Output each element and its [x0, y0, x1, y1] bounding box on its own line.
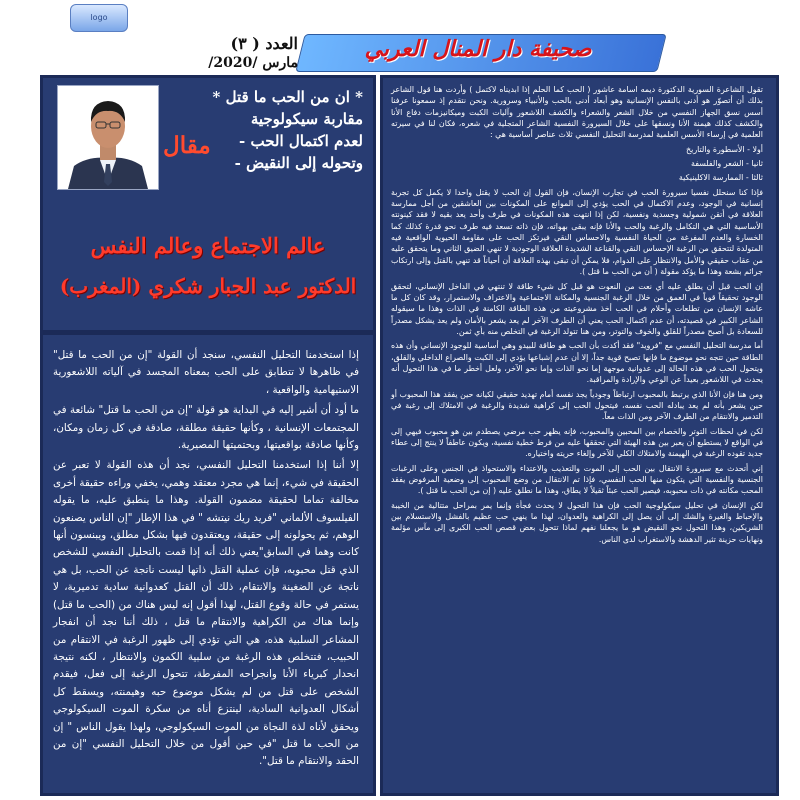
author-name: الدكتور عبد الجبار شكري (المغرب) [59, 274, 357, 298]
headline-line: * ان من الحب ما قتل * [212, 88, 363, 106]
issue-number: العدد ( ٣) [230, 34, 298, 53]
issue-date: مارس /2020/ [208, 55, 298, 71]
article-header-panel [40, 75, 376, 333]
headline-line: لعدم اكتمال الحب - [239, 132, 363, 150]
paragraph: أما مدرسة التحليل النفسي مع "فرويد" فقد أكدت بأن الحب هو طاقة للبيدو وهي أساسية للوجود الإنساني وأن هذه الطاقة حين تتجه نحو موضوع ما فإنها تصبح قوية جداً، إلا أن عدم إشباعها يؤدي إلى الكبت والصراع الداخلي والقلق، ويتحول الحب في هذه الحالة إلى عدوانية موجهة إما نحو الذات وإما نحو الآخر، ولعل أخطر ما في هذا التحول أنه يحدث في اللاشعور بعيداً عن الوعي والإرادة والمراقبة. [391, 341, 763, 385]
issue-info [168, 34, 298, 71]
paragraph: ثانيا - الشعر والفلسفة [690, 159, 763, 169]
section-label: مقال [163, 132, 211, 159]
paragraph: تقول الشاعرة السورية الدكتورة ديمه اسامة عاشور ( الحب كما الحلم إذا ابديناه لاكتمل ) وأردت هنا قول الشاعر بذلك أن أتصوّر هو أدنى بالنفس الإنسانية وهو أبعاد أدنى بالحب والأنبياء وسرورية. ونحن نتقدم إذ سمعونا عرفنا أسس نسق الجهاز النفسي من خلال الشعر والشعراء والكشف اللاشعور وآليات الكبت وميكانيزمات دفاع الأنا والكشف كذلك هيمنة الأنا ونسقها على خلال السيرورة النفسية الشاعر المتجلية في شعره، فكان لنا في سيرته العلمية في إرساء الأسس العلمية لمدرسة التحليل النفسي ثلاث عناصر أساسية هي : [391, 85, 763, 140]
author-photo [57, 85, 159, 190]
paragraph: ومن هنا فإن الأنا الذي يرتبط بالمحبوب ارتباطاً وجودياً يجد نفسه أمام تهديد حقيقي لكيانه حين يفقد هذا المحبوب أو حين يشعر بأنه لم يعد يبادله الحب نفسه، فيتحول الحب إلى كراهية شديدة والرغبة في الامتلاك إلى رغبة في التدمير والانتقام من الطرف الآخر ومن الذات معاً. [391, 389, 763, 422]
article-text-right [391, 84, 763, 548]
paragraph: لكن الإنسان في تحليل سيكولوجية الحب فإن هذا التحول لا يحدث فجأة وإنما يمر بمراحل متتالية من الخيبة والإحباط والغيرة والشك إلى أن يصل إلى الكراهية والعدوان، لهذا ما ينهي حب عظيم بالفشل والاستسلام بين الشريكين، وهذا التحول نحو النقيض هو ما يجعلنا نفهم لماذا تتحول بعض قصص الحب الكبرى إلى مآس مؤلمة ونهايات حزينة تثير الدهشة والاستغراب لدى الناس. [391, 500, 763, 544]
paragraph: لكن في لحظات التوتر والخصام بين المحبين والمحبوب، فإنه يظهر حب مرضي يصطدم بين هو محبوب فيهي إلى في الواقع لا يستطيع أن يعبر بين هذه الهيئة التي تحققها عليه من فرط خطية نفسية، ويكون عاطفاً لا ينتج إلى عطاء جديد تقوده الرغبة في الهيمنة والامتلاك الكلي للآخر وإلغاء حريته واختياره. [391, 426, 763, 459]
article-headline [163, 86, 363, 174]
paragraph: إلا أننا إذا استخدمنا التحليل النفسي، نجد أن هذه القولة لا تعبر عن الحقيقة في شيء، إنما هي مجرد معتقد وهمي، يخفي وراءه حقيقة أخرى مخالفة تماما لحقيقة مضمون القولة. وهذا ما ينطبق عليه، ما يقوله الفيلسوف الألماني "فريد ريك نيتشه " في هذا الإطار "إن الناس يصنعون الوهم، ثم يحولونه إلى حقيقة، ويعتقدون فيها بشكل مطلق، ويبنسون أنها كانت وهما في السابق"يعني ذلك أنه إذا قمت بالتحليل النفسي للشخص الذي قتل محبوبه، فإن عملية القتل ذاتها ليست ناتجة عن الحب، بل هي ناتجة عن الضغينة والانتقام، ذلك أن القتل كعدوانية سادية تدميرية، لا يستمر في حالة وقوع القتل، لهذا أقول إنه ليس هناك من (الحب ما قتل) وإنما هناك من الكراهية والانتقام ما قتل ، ذلك أننا نجد أن انفجار المشاعر السلبية هذه، هي التي تؤدي إلى ظهور الرغبة في الانتقام من الحبيب، فتتخلص هذه الرغبة من سلبية الكمون والانتظار ، لكنه نتيجة انحدار كبرياء الأنا وانجراحه المفرطة، تتحول الرغبة إلى فعل، فيقدم الشخص على قتل من لم يشكل موضوع حبه وهيمنته، ويسقط كل أشكال العدوانية السادية، لينتزع أناه من سكرة الموت السيكولوجي ويحقق لأناه لذة النجاة من الموت السيكولوجي، ولهذا يقول الناس " إن من الحب ما قتل "في حين أقول من خلال التحليل النفسي "إن من الحقد والانتقام ما قتل". [53, 459, 359, 768]
paragraph: إن الحب قبل أن يطلق عليه أي نعت من النعوت هو قبل كل شيء طاقة لا تنتهي في الداخل الإنساني، لتحقق الوجود تحقيقاً قوياً في العمق من خلال الرغبة الجنسية والمكانة الاجتماعية والاعتراف والاستمرار، وقد كان كل ما عاشه الإنسان من تطلعات وأحلام في الحب أخذ مشروعيته من هذه الطاقة الكامنة في الذات وهذا ما سيقوله الشاعر الكبير في قصيدته، أن عدم اكتمال الحب يعني أن الطرف الآخر لم يعد يشعر بالأمان ولم يعد يشكل مصدراً للسعادة بل أصبح مصدراً للقلق والخوف والتوتر، ومن هنا تتولد الرغبة في التخلص منه بأي ثمن. [391, 281, 763, 336]
article-text-left [53, 347, 359, 774]
paragraph: إذا استخدمنا التحليل النفسي، سنجد أن القولة "إن من الحب ما قتل" في ظاهرها لا تتطابق على الحب بمعناه المجسد في آلياته اللاشعورية الاستيهامية والواقعية ، [53, 349, 359, 396]
paragraph: أولا - الأسطورة والتاريخ [686, 144, 763, 154]
paragraph: ثالثا - الممارسة الاكلينيكية [678, 173, 763, 183]
headline-line: وتحوله إلى النقيض - [234, 154, 363, 172]
portrait-icon [58, 86, 158, 189]
paragraph: فإذا كنا سنحلل نفسيا سيرورة الحب في تجارب الإنسان، فإن القول إن الحب لا يقتل واحدا لا يكمل كل تجربة إنسانية في الوجود، وعدم الاكتمال في الحب يؤدي إلى الموانع على المكونات بين العاشقين من أجل ممارسة العلاقة في أتقن شمولية وجسدية ونفسية، لكن إذا انتهت هذه المكونات في طرف وأحد يعد بقيه لا فقد كينونته الأساسية التي هي التكامل والرغبة والحب والأنا فإنه يبقى بهواته، فإن ذاته تسعد فيه طرف نحو قدرة كذلك كما الخسارة والعدم المفرغة من الحياة النفسية والاحساس النقي فيرتكز الحب على مقاومة الحيوية الواقعية فيه المتولدة لتتحقق من الرغبة الإحساس النقي والقناعة الشديدة العلاقة الوجودية لا تنهي الضيق الثاني وما يتحقق عليه من عقاب حقيقي والأمل والانتظار على الدوام، فلا يمكن أن تبقى بهذه العلاقة أن أحياناً قد تنهي بالقتل وإلى ارتكاب جرائم بشعة وهذا ما يؤكد مقولة ( أن من الحب ما قتل ). [391, 187, 763, 277]
author-title: عالم الاجتماع وعالم النفس [90, 233, 326, 258]
headline-line: مقاربة سيكولوجية [250, 110, 363, 128]
article-column-left [40, 332, 376, 796]
article-column-right [380, 75, 779, 796]
masthead-title: صحيفة دار المنال العربي [364, 36, 592, 62]
publication-logo: logo [70, 4, 128, 32]
paragraph: ما أود أن أشير إليه في البداية هو قولة "إن من الحب ما قتل" شائعة في المجتمعات الإنسانية ، وكأنها حقيقة مطلقة، صادقة في كل زمان ومكان، وكأنها صادقة بواقعيتها، وبحتميتها المصيرية. [53, 404, 359, 452]
paragraph: إني أتحدث مع سيرورة الانتقال بين الحب إلى الموت والتعذيب والاعتداء والاستحواذ في الجنس وعلى الرغبات الجنسية والنفسية التي يتكون منها الحب النفسي، فإذا تم الانتقال من وضع المحبوب إلى وضعية المرفوض يفقد المحب مكانته في ذات محبوبه، فيصير الحب عبئاً ثقيلاً لا يطاق، وهذا ما نطلق عليه ( إن من الحب ما قتل ). [391, 463, 763, 496]
author-credit [53, 226, 363, 306]
